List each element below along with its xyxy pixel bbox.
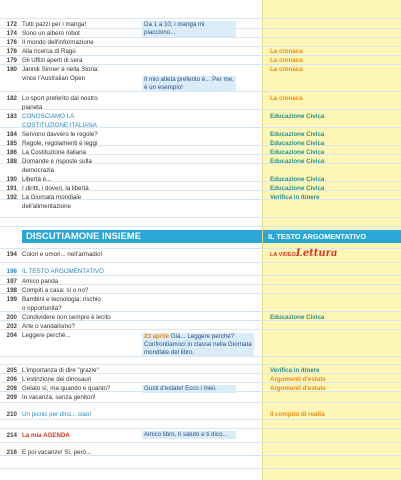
toc-row-continued[interactable] bbox=[0, 166, 401, 175]
toc-row[interactable] bbox=[0, 250, 401, 259]
side-label: Argomenti d'estate bbox=[270, 376, 326, 383]
toc-row[interactable] bbox=[0, 295, 401, 304]
chapter-title: La Giornata mondiale bbox=[22, 194, 82, 201]
chapter-title: Lo sport preferito dal nostro bbox=[22, 95, 98, 102]
page-number: 191 bbox=[6, 185, 17, 192]
side-label: Educazione Civica bbox=[270, 314, 325, 321]
toc-row[interactable] bbox=[0, 130, 401, 139]
chapter-title: Alla ricerca di Ragù bbox=[22, 48, 76, 55]
toc-row[interactable] bbox=[0, 286, 401, 295]
side-label: Educazione Civica bbox=[270, 140, 325, 147]
side-label: Il compito di realtà bbox=[270, 411, 325, 418]
toc-row-continued[interactable] bbox=[0, 103, 401, 112]
chapter-title: Il mondo dell'informazione bbox=[22, 39, 94, 46]
toc-row[interactable] bbox=[0, 448, 401, 457]
chapter-title: Tutti pazzi per i manga! bbox=[22, 21, 87, 28]
page-number: 202 bbox=[6, 323, 17, 330]
toc-row-continued[interactable] bbox=[0, 202, 401, 211]
toc-row[interactable] bbox=[0, 375, 401, 384]
page-number: 182 bbox=[6, 95, 17, 102]
chapter-title: E poi vacanze! Sì, però... bbox=[22, 449, 92, 456]
toc-row-continued[interactable] bbox=[0, 121, 401, 130]
page-number: 196 bbox=[6, 268, 17, 275]
toc-row[interactable] bbox=[0, 139, 401, 148]
section-band-left bbox=[22, 230, 262, 243]
chapter-title: Colori e umori... nell'armadio! bbox=[22, 251, 103, 258]
toc-row[interactable] bbox=[0, 267, 401, 276]
chapter-title: Jannik Sinner è nella Storia: bbox=[22, 66, 100, 73]
page-number: 199 bbox=[6, 296, 17, 303]
chapter-title: IL TESTO ARGOMENTATIVO bbox=[22, 268, 104, 275]
chapter-title: dell'alimentazione bbox=[22, 203, 71, 210]
page-number: 214 bbox=[6, 432, 17, 439]
page-number: 185 bbox=[6, 140, 17, 147]
chapter-title: Compiti a casa: sì o no? bbox=[22, 287, 89, 294]
side-label: Educazione Civica bbox=[270, 176, 325, 183]
video-prefix: LA VIDEO bbox=[270, 252, 296, 258]
chapter-title: Un picnic per dirci... ciao! bbox=[22, 411, 92, 418]
toc-row[interactable] bbox=[0, 193, 401, 202]
page-number: 180 bbox=[6, 66, 17, 73]
activity-note: Amico libro, ti saluto e ti dico... bbox=[142, 431, 236, 439]
note-date: 23 aprile bbox=[144, 333, 170, 340]
toc-row[interactable] bbox=[0, 393, 401, 402]
chapter-title: pianeta bbox=[22, 104, 43, 111]
chapter-title: democrazia bbox=[22, 167, 54, 174]
page-number: 205 bbox=[6, 367, 17, 374]
chapter-title: Domande e risposte sulla bbox=[22, 158, 92, 165]
side-label: Verifica in itinere bbox=[270, 367, 320, 374]
toc-row-continued[interactable] bbox=[0, 304, 401, 313]
toc-row[interactable] bbox=[0, 175, 401, 184]
toc-row[interactable] bbox=[0, 38, 401, 47]
page-number: 174 bbox=[6, 30, 17, 37]
toc-row[interactable] bbox=[0, 47, 401, 56]
chapter-title: La Costituzione italiana bbox=[22, 149, 86, 156]
page-number: 178 bbox=[6, 48, 17, 55]
side-label: Educazione Civica bbox=[270, 158, 325, 165]
toc-row[interactable] bbox=[0, 148, 401, 157]
chapter-title: Gli Uffizi aperti di sera bbox=[22, 57, 83, 64]
chapter-title: Gelato sì, ma quando e quanto? bbox=[22, 385, 111, 392]
note-text: Già... Leggere perché? Confrontiamoci in classe nella Giornata mondiale del libro. bbox=[144, 333, 252, 356]
page-number: 184 bbox=[6, 131, 17, 138]
toc-row[interactable] bbox=[0, 184, 401, 193]
toc-row[interactable] bbox=[0, 277, 401, 286]
chapter-title: Arte o vandalismo? bbox=[22, 323, 75, 330]
toc-row[interactable] bbox=[0, 157, 401, 166]
page-number: 183 bbox=[6, 113, 17, 120]
page-number: 208 bbox=[6, 385, 17, 392]
side-label: Educazione Civica bbox=[270, 113, 325, 120]
page-number: 194 bbox=[6, 251, 17, 258]
side-label: La cronaca bbox=[270, 95, 303, 102]
side-label: Educazione Civica bbox=[270, 185, 325, 192]
video-lettura-logo bbox=[270, 249, 337, 260]
side-label: Educazione Civica bbox=[270, 131, 325, 138]
chapter-title: Condividere non sempre è lecito bbox=[22, 314, 111, 321]
activity-note bbox=[142, 333, 254, 357]
section-title: DISCUTIAMONE INSIEME bbox=[26, 231, 142, 242]
page-number: 179 bbox=[6, 57, 17, 64]
section-subtitle: IL TESTO ARGOMENTATIVO bbox=[268, 232, 367, 241]
chapter-title: L'importanza di dire "grazie" bbox=[22, 367, 99, 374]
toc-row[interactable] bbox=[0, 65, 401, 74]
chapter-title: L'estinzione dei dinosauri bbox=[22, 376, 92, 383]
toc-row[interactable] bbox=[0, 366, 401, 375]
page-number: 209 bbox=[6, 394, 17, 401]
page-number: 210 bbox=[6, 411, 17, 418]
chapter-title: La mia AGENDA bbox=[22, 432, 70, 439]
page-number: 200 bbox=[6, 314, 17, 321]
chapter-title: Leggere perché... bbox=[22, 332, 71, 339]
chapter-title: Libertà è... bbox=[22, 176, 52, 183]
video-brand: Lettura bbox=[295, 248, 338, 259]
chapter-title: COSTITUZIONE ITALIANA bbox=[22, 122, 97, 129]
toc-row[interactable] bbox=[0, 410, 401, 419]
side-label: Verifica in itinere bbox=[270, 194, 320, 201]
page-number: 186 bbox=[6, 149, 17, 156]
chapter-title: I diritti, i doveri, la libertà bbox=[22, 185, 89, 192]
toc-row[interactable] bbox=[0, 313, 401, 322]
activity-note: Il mio atleta preferito è... Per me, è un esempio! bbox=[142, 76, 236, 92]
chapter-title: o opportunità? bbox=[22, 305, 62, 312]
page-number: 172 bbox=[6, 21, 17, 28]
activity-note: Da 1 a 10, i manga mi piacciono... bbox=[142, 21, 236, 37]
side-label: La cronaca bbox=[270, 57, 303, 64]
section-band-right bbox=[263, 230, 401, 243]
toc-row[interactable] bbox=[0, 112, 401, 121]
page-number: 192 bbox=[6, 194, 17, 201]
page-number: 197 bbox=[6, 278, 17, 285]
page-number: 188 bbox=[6, 158, 17, 165]
page-number: 206 bbox=[6, 376, 17, 383]
side-label: Educazione Civica bbox=[270, 149, 325, 156]
page-number: 216 bbox=[6, 449, 17, 456]
side-label: La cronaca bbox=[270, 48, 303, 55]
chapter-title: In vacanza, senza genitori! bbox=[22, 394, 96, 401]
chapter-title: Regole, regolamenti e leggi bbox=[22, 140, 98, 147]
toc-row[interactable] bbox=[0, 322, 401, 331]
toc-row[interactable] bbox=[0, 56, 401, 65]
page-number: 198 bbox=[6, 287, 17, 294]
page-number: 204 bbox=[6, 332, 17, 339]
chapter-title: vince l'Australian Open bbox=[22, 75, 86, 82]
page-number: 190 bbox=[6, 176, 17, 183]
page-number: 176 bbox=[6, 39, 17, 46]
side-label: La cronaca bbox=[270, 66, 303, 73]
chapter-title: Amico panda bbox=[22, 278, 59, 285]
chapter-title: Servono davvero le regole? bbox=[22, 131, 98, 138]
side-label: Argomenti d'estate bbox=[270, 385, 326, 392]
toc-row[interactable] bbox=[0, 94, 401, 103]
chapter-title: CONOSCIAMO LA bbox=[22, 113, 75, 120]
activity-note: Gusti d'estate! Ecco i miei. bbox=[142, 385, 236, 393]
chapter-title: Bambini e tecnologia: rischio bbox=[22, 296, 101, 303]
chapter-title: Sono un albero robot bbox=[22, 30, 80, 37]
